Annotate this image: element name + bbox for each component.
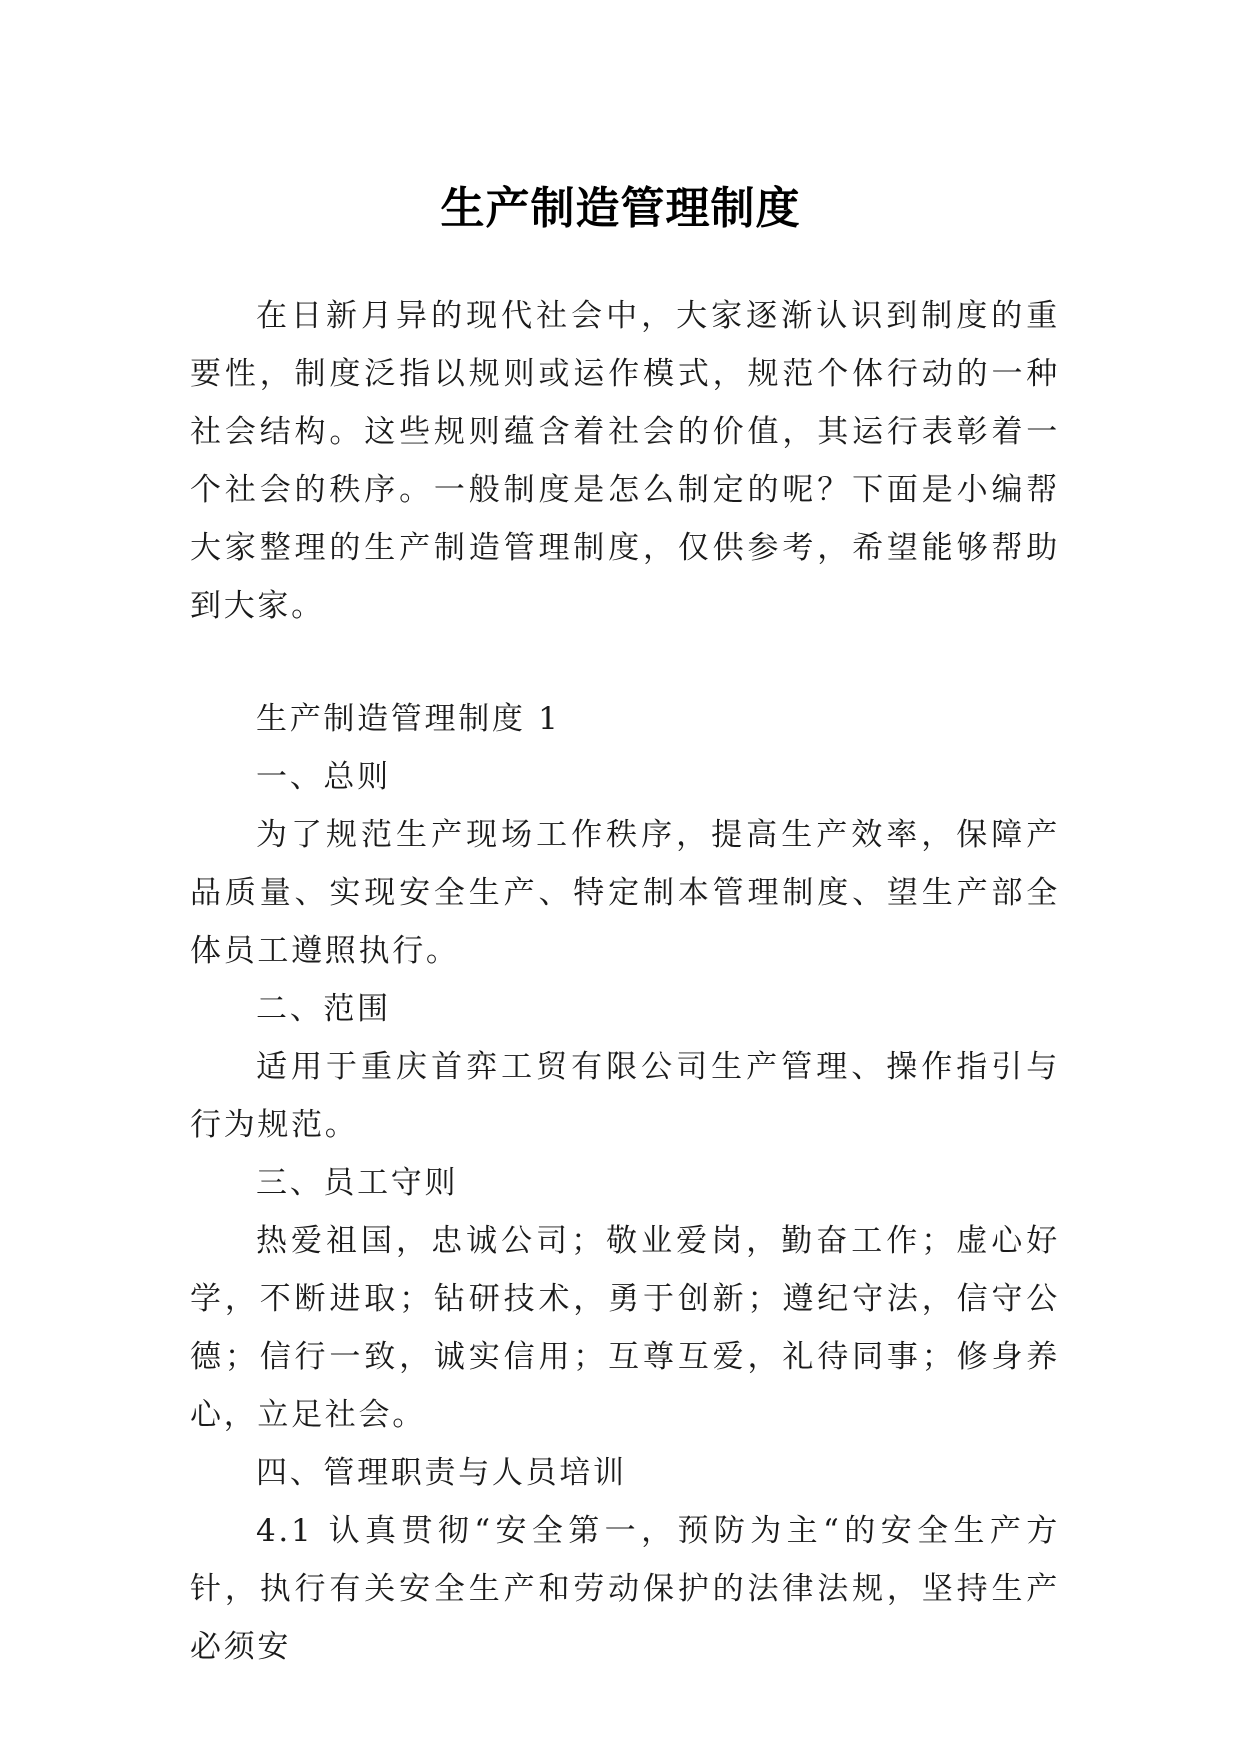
paragraph-management-duties: 4.1 认真贯彻“安全第一，预防为主“的安全生产方针，执行有关安全生产和劳动保护的法律法规，坚持生产必须安 [190, 1513, 1060, 1665]
heading-general-principles: 一、总则 [256, 759, 391, 795]
document-title: 生产制造管理制度 [440, 183, 801, 235]
heading-scope: 二、范围 [256, 991, 391, 1027]
document-body [190, 287, 1060, 1676]
paragraph-scope: 适用于重庆首弈工贸有限公司生产管理、操作指引与行为规范。 [190, 1049, 1060, 1143]
heading-employee-code: 三、员工守则 [256, 1165, 459, 1201]
paragraph-employee-code: 热爱祖国，忠诚公司；敬业爱岗，勤奋工作；虚心好学，不断进取；钻研技术，勇于创新；遵纪守法，信守公德；信行一致，诚实信用；互尊互爱，礼待同事；修身养心，立足社会。 [190, 1223, 1060, 1433]
section-title: 生产制造管理制度 1 [256, 701, 561, 737]
intro-paragraph: 在日新月异的现代社会中，大家逐渐认识到制度的重要性，制度泛指以规则或运作模式，规范个体行动的一种社会结构。这些规则蕴含着社会的价值，其运行表彰着一个社会的秩序。一般制度是怎么制定的呢？下面是小编帮大家整理的生产制造管理制度，仅供参考，希望能够帮助到大家。 [190, 298, 1060, 624]
paragraph-general-principles: 为了规范生产现场工作秩序，提高生产效率，保障产品质量、实现安全生产、特定制本管理制度、望生产部全体员工遵照执行。 [190, 817, 1060, 969]
heading-management-duties: 四、管理职责与人员培训 [256, 1455, 627, 1491]
section-spacer [190, 635, 1060, 690]
